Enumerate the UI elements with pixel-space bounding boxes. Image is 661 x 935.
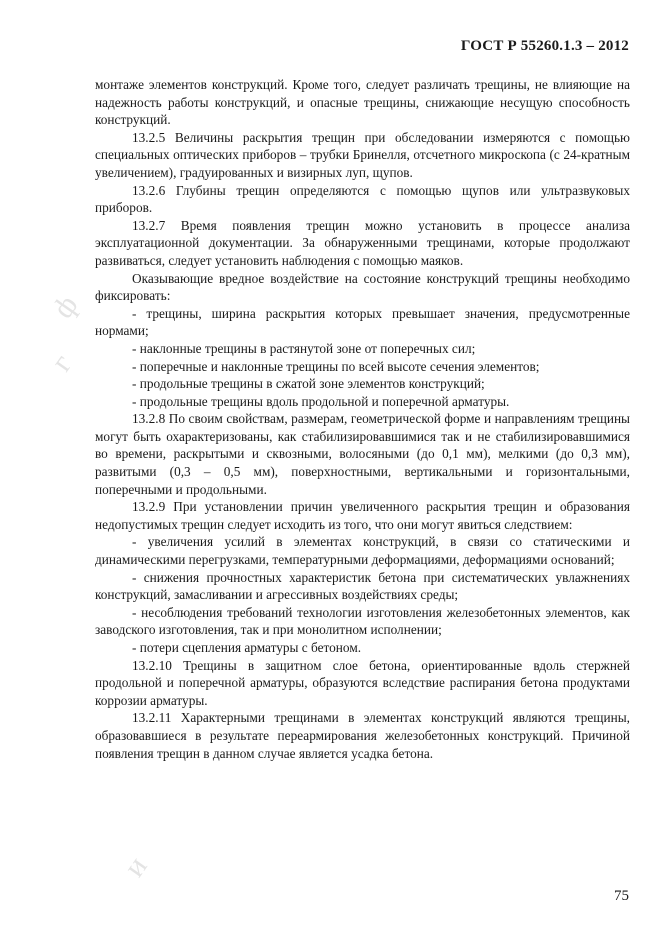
watermark-mark: г <box>44 348 79 378</box>
paragraph: монтаже элементов конструкций. Кроме того, следует различать трещины, не влияющие на надежность работы конструкций, и опасные трещины, снижающие несущую способность конструкций. <box>95 77 630 128</box>
list-item: - трещины, ширина раскрытия которых превышает значения, предусмотренные нормами; <box>95 305 630 339</box>
page-number: 75 <box>614 888 629 904</box>
list-item: - увеличения усилий в элементах конструкций, в связи со статическими и динамическими перегрузками, температурными деформациями, деформациями оснований; <box>95 534 630 568</box>
paragraph: 13.2.9 При установлении причин увеличенного раскрытия трещин и образования недопустимых трещин следует исходить из того, что они могут явиться следствием: <box>95 499 630 532</box>
list-item: - продольные трещины в сжатой зоне элементов конструкций; <box>132 376 485 392</box>
paragraph: 13.2.6 Глубины трещин определяются с помощью щупов или ультразвуковых приборов. <box>95 182 630 216</box>
list-item: - снижения прочностных характеристик бетона при систематических увлажнениях конструкций, замасливании и агрессивных воздействиях среды; <box>95 569 630 603</box>
paragraph: 13.2.8 По своим свойствам, размерам, геометрической форме и направлениям трещины могут быть охарактеризованы, как стабилизировавшимися так и не стабилизировавшимися во времени, раскрытыми и сквозными, волосяными (до 0,1 мм), мелкими (до 0,3 мм), развитыми (0,3 – 0,5 мм), поверхностными, вертикальными и горизонтальными, поперечными и продольными. <box>95 411 630 497</box>
list-item: - наклонные трещины в растянутой зоне от поперечных сил; <box>132 340 476 356</box>
paragraph: 13.2.5 Величины раскрытия трещин при обследовании измеряются с помощью специальных оптических приборов – трубки Бринелля, отсчетного микроскопа (с 24-кратным увеличением), градуированных и визирных луп, щупов. <box>95 129 630 180</box>
list-item: - несоблюдения требований технологии изготовления железобетонных элементов, как заводского изготовления, так и при монолитном исполнении; <box>95 604 630 638</box>
watermark-mark: и <box>117 850 154 883</box>
paragraph: 13.2.11 Характерными трещинами в элементах конструкций являются трещины, образовавшиеся в результате переармирования железобетонных конструкций. Причиной появления трещин в данном случае является усадка бетона. <box>95 710 630 761</box>
paragraph: Оказывающие вредное воздействие на состояние конструкций трещины необходимо фиксировать: <box>95 270 630 304</box>
list-item: - продольные трещины вдоль продольной и поперечной арматуры. <box>132 393 510 409</box>
watermark-mark: ф <box>46 289 85 325</box>
paragraph: 13.2.10 Трещины в защитном слое бетона, ориентированные вдоль стержней продольной и поперечной арматуры, образуются вследствие распирания бетона продуктами коррозии арматуры. <box>95 657 630 708</box>
paragraph: 13.2.7 Время появления трещин можно установить в процессе анализа эксплуатационной документации. За обнаруженными трещинами, которые продолжают развиваться, следует установить наблюдения с помощью маяков. <box>95 217 630 268</box>
list-item: - потери сцепления арматуры с бетоном. <box>132 640 362 655</box>
list-item: - поперечные и наклонные трещины по всей высоте сечения элементов; <box>132 358 540 374</box>
document-header: ГОСТ Р 55260.1.3 – 2012 <box>460 38 629 54</box>
document-body <box>95 76 630 762</box>
